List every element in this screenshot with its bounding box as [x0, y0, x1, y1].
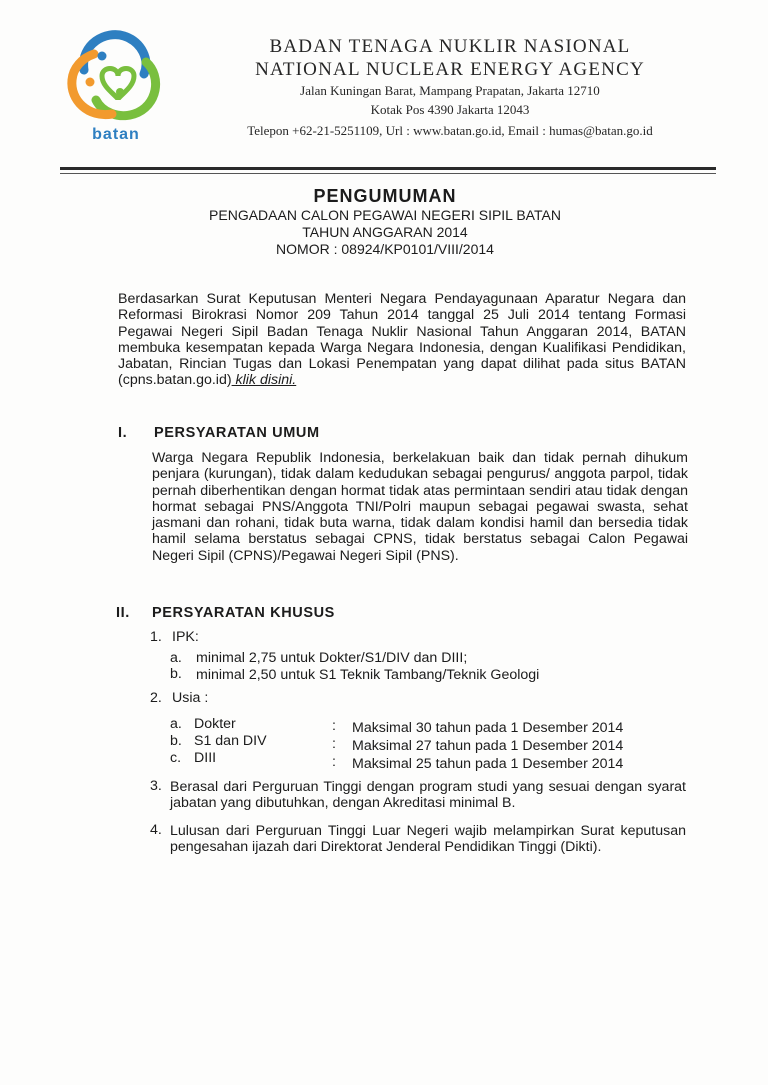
- contact-line: Telepon +62-21-5251109, Url : www.batan.go.id, Email : humas@batan.go.id: [247, 123, 653, 138]
- intro-paragraph: [118, 291, 686, 389]
- announcement-title: [150, 185, 620, 258]
- usia-row-c-sep: :: [332, 754, 336, 770]
- ipk-b-text: minimal 2,50 untuk S1 Teknik Tambang/Teknik Geologi: [196, 667, 540, 683]
- ipk-label: IPK:: [172, 629, 199, 645]
- item-4-text: Lulusan dari Perguruan Tinggi Luar Negeri wajib melampirkan Surat keputusan pengesahan ijazah dari Direktorat Jenderal Pendidikan Tinggi (Dikti).: [170, 823, 686, 856]
- item-4-number: 4.: [150, 822, 162, 838]
- usia-row-a-mark: a.: [170, 716, 182, 732]
- usia-row-a-value: Maksimal 30 tahun pada 1 Desember 2014: [352, 720, 624, 736]
- section-1-number: I.: [118, 425, 128, 441]
- usia-number: 2.: [150, 690, 162, 706]
- letterhead: [190, 36, 710, 140]
- usia-label: Usia :: [172, 690, 209, 706]
- usia-row-b-sep: :: [332, 736, 336, 752]
- usia-row-c-label: DIII: [194, 750, 217, 766]
- ipk-a-text: minimal 2,75 untuk Dokter/S1/DIV dan DIII;: [196, 650, 468, 666]
- ipk-number: 1.: [150, 629, 162, 645]
- usia-row-a-sep: :: [332, 718, 336, 734]
- ipk-a-mark: a.: [170, 650, 182, 666]
- section-1-heading: [118, 425, 518, 443]
- usia-row-b-value: Maksimal 27 tahun pada 1 Desember 2014: [352, 738, 624, 754]
- logo-dot-green: [116, 88, 124, 96]
- agency-name-id: BADAN TENAGA NUKLIR NASIONAL: [269, 36, 631, 57]
- section-2-heading: [116, 605, 516, 623]
- usia-row-b-label: S1 dan DIV: [194, 733, 267, 749]
- title-line-1: PENGADAAN CALON PEGAWAI NEGERI SIPIL BATAN: [209, 207, 561, 223]
- batan-logo: [62, 26, 166, 122]
- header-rule-thick: [60, 167, 716, 170]
- address-line-1: Jalan Kuningan Barat, Mampang Prapatan, Jakarta 12710: [300, 83, 600, 98]
- section-1-text: Warga Negara Republik Indonesia, berkelakuan baik dan tidak pernah dihukum penjara (kurungan), tidak dalam kedudukan sebagai pengurus/ anggota parpol, tidak pernah diberhentikan dengan hormat tidak atas permintaan sendiri atau tidak dengan hormat sebagai PNS/Anggota TNI/Polri maupun sebagai pegawai swasta, sehat jasmani dan rohani, tidak buta warna, tidak dalam kondisi hamil dan bersedia tidak hamil selama berstatus sebagai CPNS, tidak berstatus sebagai Calon Pegawai Negeri Sipil (CPNS)/Pegawai Negeri Sipil (PNS).: [152, 450, 688, 564]
- title-main: PENGUMUMAN: [313, 186, 457, 206]
- usia-row-b-mark: b.: [170, 733, 182, 749]
- section-2-number: II.: [116, 605, 130, 621]
- header-rule-thin: [60, 173, 716, 174]
- address-line-2: Kotak Pos 4390 Jakarta 12043: [370, 102, 530, 117]
- section-2-title: PERSYARATAN KHUSUS: [152, 605, 335, 621]
- usia-row-c-value: Maksimal 25 tahun pada 1 Desember 2014: [352, 756, 624, 772]
- logo-dot-orange: [86, 78, 95, 87]
- logo-wordmark: batan: [92, 126, 140, 143]
- intro-text: Berdasarkan Surat Keputusan Menteri Negara Pendayagunaan Aparatur Negara dan Reformasi Birokrasi Nomor 209 Tahun 2014 tanggal 25 Juli 2014 tentang Formasi Pegawai Negeri Sipil Badan Tenaga Nuklir Nasional Tahun Anggaran 2014, BATAN membuka kesempatan kepada Warga Negara Indonesia, dengan Kualifikasi Pendidikan, Jabatan, Rincian Tugas dan Lokasi Penempatan yang dapat dilihat pada situs BATAN (cpns.batan.go.id): [118, 291, 686, 389]
- klik-disini-link[interactable]: klik disini.: [231, 372, 297, 389]
- agency-name-en: NATIONAL NUCLEAR ENERGY AGENCY: [255, 59, 645, 80]
- title-line-2: TAHUN ANGGARAN 2014: [302, 224, 468, 240]
- section-1-title: PERSYARATAN UMUM: [154, 425, 320, 441]
- title-line-3: NOMOR : 08924/KP0101/VIII/2014: [276, 241, 494, 257]
- ipk-b-mark: b.: [170, 666, 182, 682]
- item-3-text: Berasal dari Perguruan Tinggi dengan program studi yang sesuai dengan syarat jabatan yang dibutuhkan, dengan Akreditasi minimal B.: [170, 779, 686, 812]
- item-3-number: 3.: [150, 778, 162, 794]
- usia-row-c-mark: c.: [170, 750, 182, 766]
- logo-dot-blue: [98, 52, 107, 61]
- usia-row-a-label: Dokter: [194, 716, 236, 732]
